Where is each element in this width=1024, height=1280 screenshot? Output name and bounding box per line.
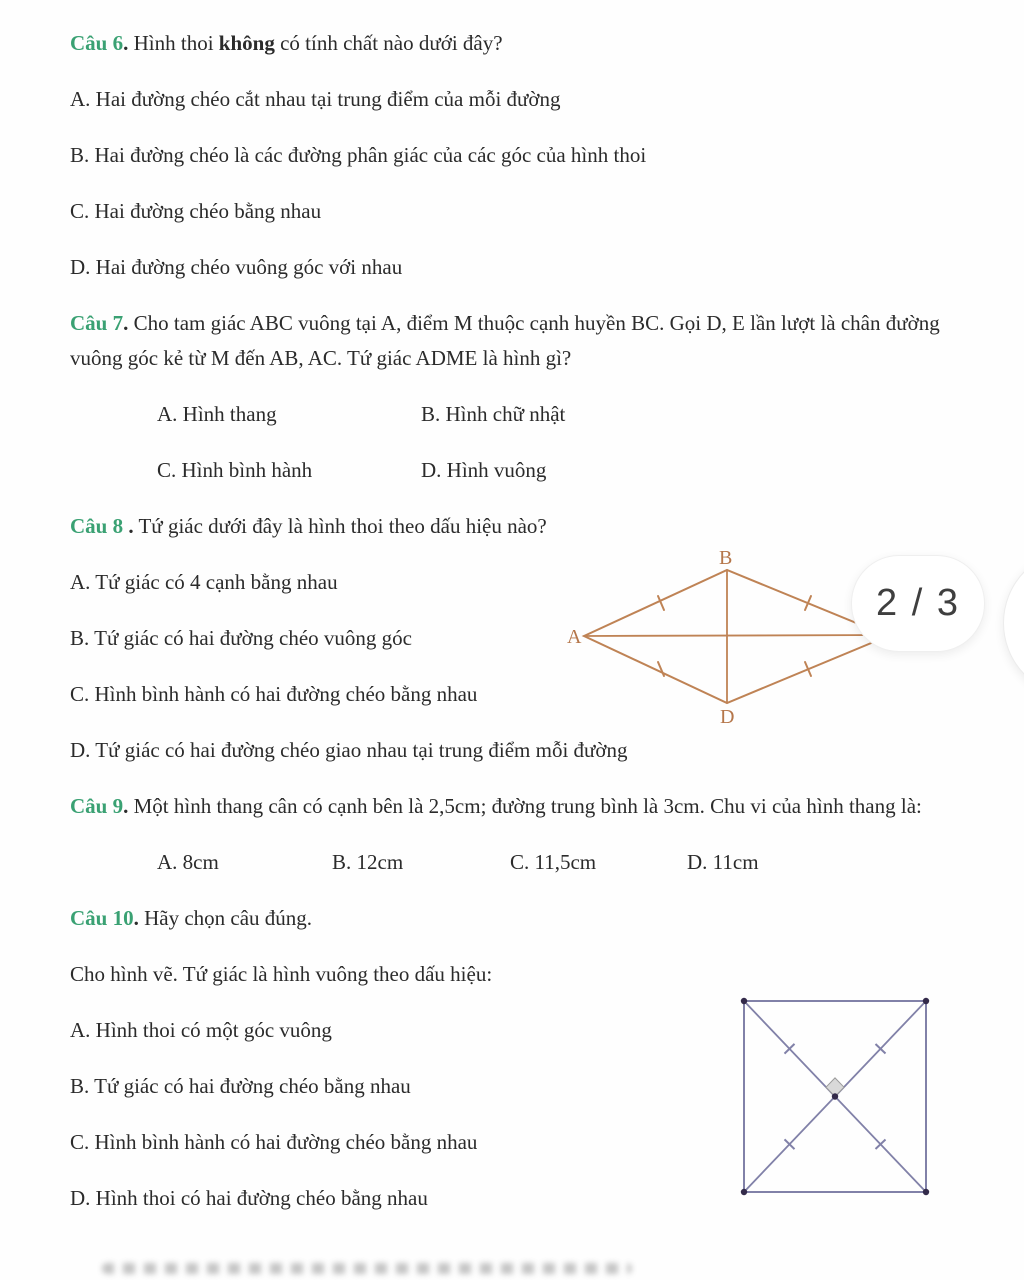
question-7-text: Cho tam giác ABC vuông tại A, điểm M thuộc cạnh huyền BC. Gọi D, E lần lượt là chân đường vuông góc kẻ từ M đến AB, AC. Tứ giác ADME là hình gì?: [70, 311, 940, 370]
question-10-sep: .: [133, 906, 139, 930]
question-8-title: [70, 509, 990, 544]
question-9-options-row: [70, 845, 990, 879]
question-8-option-d: D. Tứ giác có hai đường chéo giao nhau tại trung điểm mỗi đường: [70, 738, 628, 762]
rhombus-vertex-d-label: D: [720, 706, 735, 728]
question-9-option-a: A. 8cm: [157, 850, 219, 874]
question-6-option-d: D. Hai đường chéo vuông góc với nhau: [70, 255, 403, 279]
rhombus-vertex-a-label: A: [567, 626, 582, 648]
question-7-options-row-1: [70, 397, 990, 431]
question-8-option-c: C. Hình bình hành có hai đường chéo bằng nhau: [70, 682, 478, 706]
question-7-option-d: D. Hình vuông: [421, 458, 547, 482]
question-9-text: Một hình thang cân có cạnh bên là 2,5cm; đường trung bình là 3cm. Chu vi của hình thang là:: [128, 794, 922, 818]
page-indicator-badge: [851, 555, 985, 652]
question-7-sep: .: [123, 311, 129, 335]
question-10-label: Câu 10: [70, 906, 134, 930]
cutoff-text-line: [102, 1263, 632, 1274]
question-7-title: [70, 306, 990, 376]
question-7-label: Câu 7: [70, 311, 124, 335]
question-6-title: [70, 26, 990, 61]
question-6-text-bold: không: [218, 31, 275, 55]
question-9-sep: .: [123, 794, 129, 818]
question-10-option-c: C. Hình bình hành có hai đường chéo bằng nhau: [70, 1130, 478, 1154]
question-9-option-b: B. 12cm: [332, 850, 404, 874]
question-10-intro: Cho hình vẽ. Tứ giác là hình vuông theo dấu hiệu:: [70, 962, 493, 986]
question-8-option-b: B. Tứ giác có hai đường chéo vuông góc: [70, 626, 412, 650]
question-6-label: Câu 6: [70, 31, 124, 55]
rhombus-vertex-b-label: B: [719, 548, 733, 569]
square-svg: [740, 995, 932, 1199]
question-8-sep: .: [123, 514, 134, 538]
question-8-text: Tứ giác dưới đây là hình thoi theo dấu hiệu nào?: [133, 514, 547, 538]
question-6-text-pre: Hình thoi: [128, 31, 219, 55]
question-10-text: Hãy chọn câu đúng.: [138, 906, 313, 930]
question-8-label: Câu 8: [70, 514, 124, 538]
question-9-title: [70, 789, 990, 824]
rhombus-svg: [566, 548, 900, 728]
question-6-option-a: A. Hai đường chéo cắt nhau tại trung điểm của mỗi đường: [70, 87, 561, 111]
question-9-label: Câu 9: [70, 794, 124, 818]
question-9-option-c: C. 11,5cm: [510, 850, 597, 874]
question-10-option-b: B. Tứ giác có hai đường chéo bằng nhau: [70, 1074, 411, 1098]
question-10-title: [70, 901, 990, 936]
question-6-option-c: C. Hai đường chéo bằng nhau: [70, 199, 322, 223]
question-7-options-row-2: [70, 453, 990, 487]
question-9-option-d: D. 11cm: [687, 850, 759, 874]
question-6-option-b: B. Hai đường chéo là các đường phân giác của các góc của hình thoi: [70, 143, 647, 167]
question-7-option-c: C. Hình bình hành: [157, 458, 313, 482]
square-diagram: [740, 995, 932, 1199]
question-7-option-b: B. Hình chữ nhật: [421, 402, 566, 426]
question-10-option-a: A. Hình thoi có một góc vuông: [70, 1018, 332, 1042]
question-6-sep: .: [123, 31, 129, 55]
question-6-text-post: có tính chất nào dưới đây?: [274, 31, 503, 55]
question-7-option-a: A. Hình thang: [157, 402, 277, 426]
rhombus-diagram: [566, 548, 900, 728]
page-indicator-text: 2 / 3: [876, 582, 960, 624]
question-10-option-d: D. Hình thoi có hai đường chéo bằng nhau: [70, 1186, 428, 1210]
question-8-option-a: A. Tứ giác có 4 cạnh bằng nhau: [70, 570, 338, 594]
